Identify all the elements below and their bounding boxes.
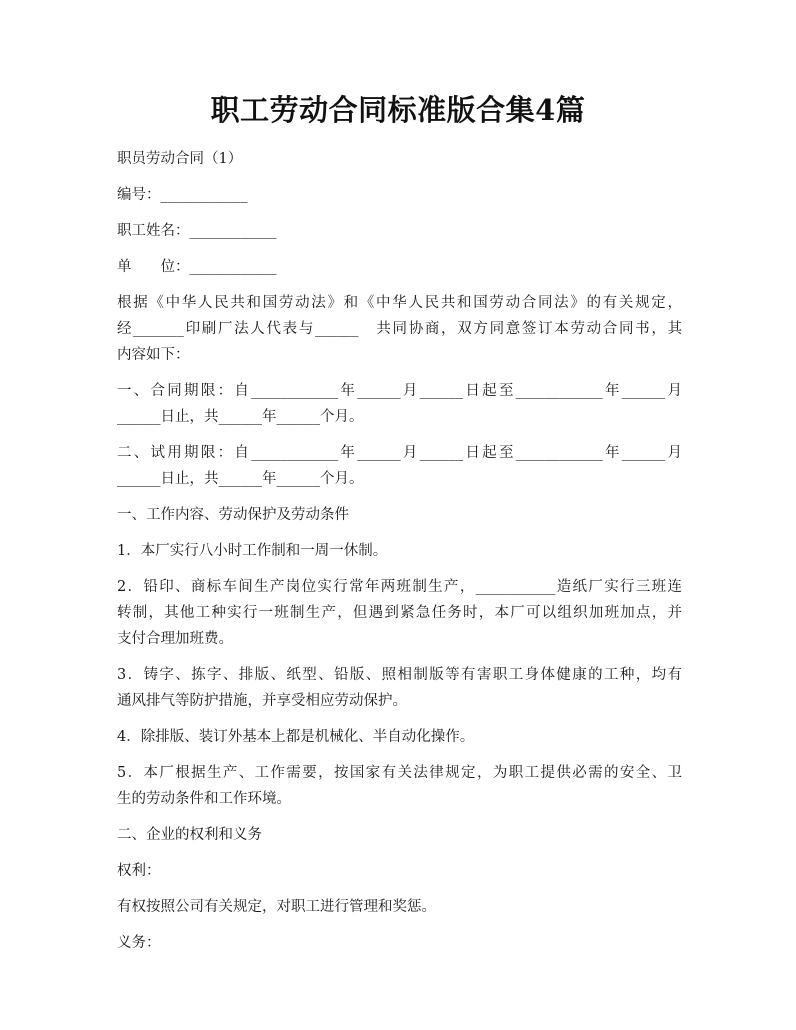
intro-line-3: 内容如下： [117, 347, 190, 363]
contract-term-line-1: 一、合同期限：自____________年______月______日起至____________年______月 [117, 383, 682, 399]
duties-label: 义务： [117, 935, 161, 951]
probation-term-line-1: 二、试用期限：自____________年______月______日起至____________年______月 [117, 445, 682, 461]
intro-paragraph [117, 290, 682, 368]
rights-section-heading: 二、企业的权利和义务 [117, 827, 262, 843]
work-item-1: 1．本厂实行八小时工作制和一周一休制。 [117, 543, 388, 559]
rights-label: 权利： [117, 863, 161, 879]
section-heading: 职员劳动合同（1） [117, 151, 243, 167]
probation-term-line-2: ______日止，共______年______个月。 [117, 471, 364, 487]
work-item-4: 4．除排版、装订外基本上都是机械化、半自动化操作。 [117, 729, 475, 745]
intro-line-2: 经_______印刷厂法人代表与______ 共同协商，双方同意签订本劳动合同书，其 [117, 321, 682, 337]
contract-term-paragraph [117, 378, 682, 430]
work-item-3-line-1: 3．铸字、拣字、排版、纸型、铅版、照相制版等有害职工身体健康的工种，均有 [117, 667, 682, 683]
work-item-2-line-3: 支付合理加班费。 [117, 631, 233, 647]
work-item-3 [117, 662, 682, 714]
field-number: 编号：____________ [117, 187, 248, 203]
work-item-5-line-2: 生的劳动条件和工作环境。 [117, 791, 291, 807]
document-body [117, 146, 682, 966]
work-item-5 [117, 760, 682, 812]
work-item-3-line-2: 通风排气等防护措施，并享受相应劳动保护。 [117, 693, 407, 709]
field-unit: 单 位：____________ [117, 259, 277, 275]
intro-line-1: 根据《中华人民共和国劳动法》和《中华人民共和国劳动合同法》的有关规定， [117, 295, 682, 311]
contract-term-line-2: ______日止，共______年______个月。 [117, 409, 364, 425]
work-item-2-line-2: 转制，其他工种实行一班制生产，但遇到紧急任务时，本厂可以组织加班加点，并 [117, 605, 682, 621]
rights-text: 有权按照公司有关规定，对职工进行管理和奖惩。 [117, 899, 436, 915]
work-item-2 [117, 574, 682, 652]
work-section-heading: 一、工作内容、劳动保护及劳动条件 [117, 507, 349, 523]
probation-term-paragraph [117, 440, 682, 492]
field-employee-name: 职工姓名：____________ [117, 223, 277, 239]
work-item-5-line-1: 5．本厂根据生产、工作需要，按国家有关法律规定，为职工提供必需的安全、卫 [117, 765, 682, 781]
work-item-2-line-1: 2．铅印、商标车间生产岗位实行常年两班制生产，___________造纸厂实行三班连 [117, 579, 682, 595]
document-title: 职工劳动合同标准版合集4篇 [210, 93, 586, 127]
